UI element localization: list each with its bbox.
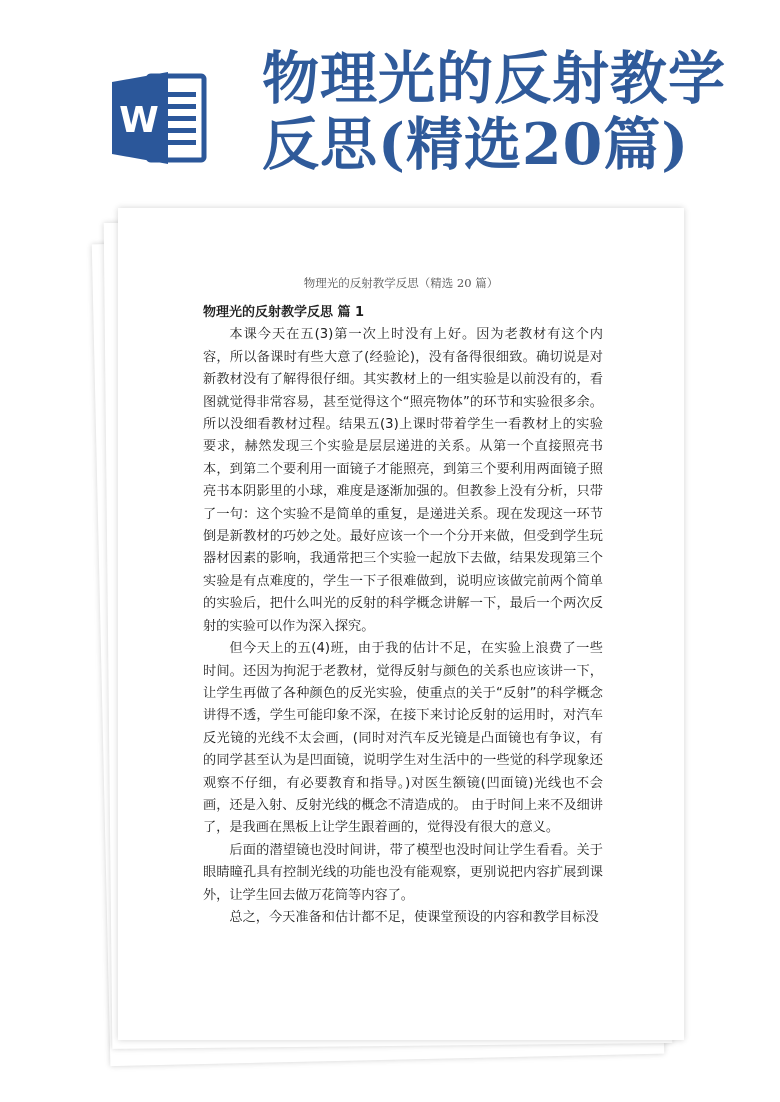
- section-title: 物理光的反射教学反思 篇 1: [203, 305, 365, 320]
- paragraph-2: 但今天上的五(4)班，由于我的估计不足，在实验上浪费了一些时间。还因为拘泥于老教材，觉得反射与颜色的关系也应该讲一下，让学生再做了各种颜色的反光实验，使重点的关于“反射”的科学概念讲得不透，学生可能印象不深，在接下来讨论反射的运用时，对汽车反光镜的光线不太会画，(同时对汽车反光镜是凸面镜也有争议，有的同学甚至认为是凹面镜，说明学生对生活中的一些觉的科学现象还观察不仔细，有必要教育和指导。)对医生额镜(凹面镜)光线也不会画，还是入射、反射光线的概念不清造成的。 由于时间上来不及细讲了，是我画在黑板上让学生跟着画的，觉得没有很大的意义。: [203, 641, 603, 836]
- paragraph-3: 后面的潜望镜也没时间讲，带了模型也没时间让学生看看。关于眼睛瞳孔具有控制光线的功能也没有能观察，更别说把内容扩展到课外，让学生回去做万花筒等内容了。: [203, 842, 603, 903]
- paragraph-1: 本课今天在五(3)第一次上时没有上好。因为老教材有这个内容，所以备课时有些大意了(经验论)，没有备得很细致。确切说是对新教材没有了解得很仔细。其实教材上的一组实验是以前没有的，看图就觉得非常容易，甚至觉得这个“照亮物体”的环节和实验很多余。所以没细看教材过程。结果五(3)上课时带着学生一看教材上的实验要求，赫然发现三个实验是层层递进的关系。从第一个直接照亮书本，到第二个要利用一面镜子才能照亮，到第三个要利用两面镜子照亮书本阴影里的小球，难度是逐渐加强的。但教参上没有分析，只带了一句：这个实验不是简单的重复，是递进关系。现在发现这一环节倒是新教材的巧妙之处。最好应该一个一个分开来做，但受到学生玩器材因素的影响，我通常把三个实验一起放下去做，结果发现第三个实验是有点难度的，学生一下子很难做到，说明应该做完前两个简单的实验后，把什么叫光的反射的科学概念讲解一下，最后一个两次反射的实验可以作为深入探究。: [203, 327, 603, 634]
- document-page: [118, 208, 684, 1040]
- paragraph-4: 总之，今天准备和估计都不足，使课堂预设的内容和教学目标没: [229, 909, 599, 925]
- document-body: [203, 302, 603, 929]
- word-icon-letter: W: [119, 100, 159, 141]
- page-header: [0, 0, 780, 200]
- word-document-icon: [112, 68, 208, 168]
- title-line-2: 反思(精选20篇): [262, 111, 690, 178]
- title-line-1: 物理光的反射教学: [262, 45, 726, 112]
- running-head: 物理光的反射教学反思（精选 20 篇）: [303, 276, 499, 290]
- page-title: [262, 46, 762, 178]
